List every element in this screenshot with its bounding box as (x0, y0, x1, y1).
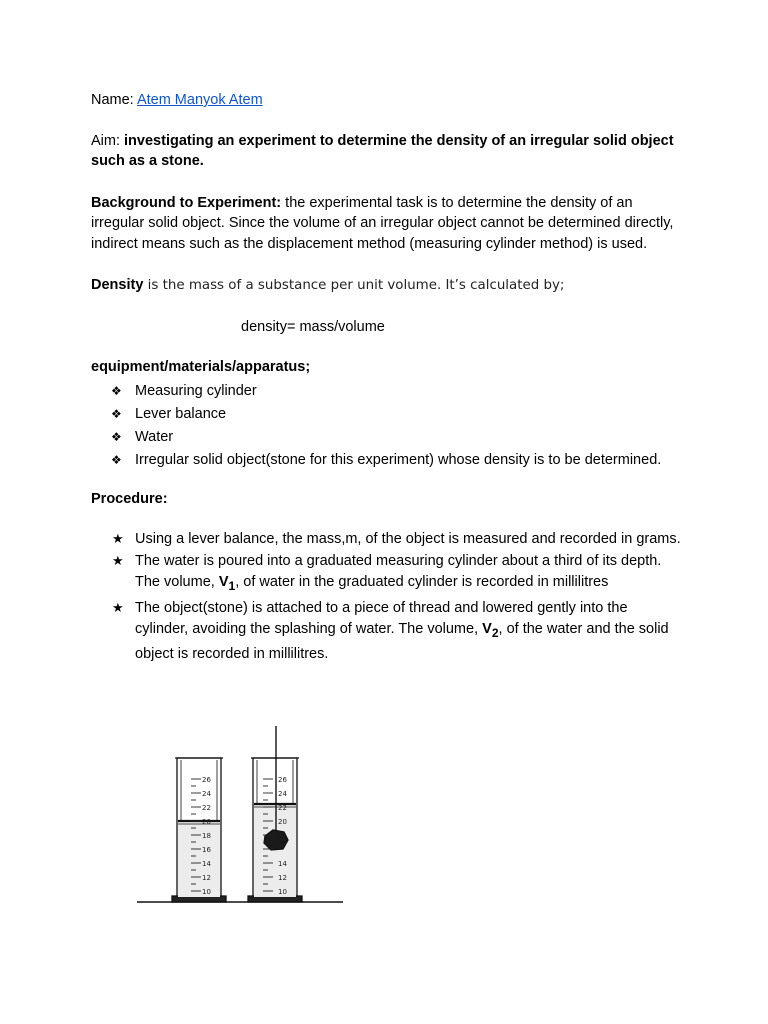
scale-label: 24 (202, 790, 211, 798)
star-bullet-icon: ★ (112, 554, 124, 569)
scale-label: 14 (202, 860, 211, 868)
scale-label: 20 (278, 818, 287, 826)
density-term: Density (91, 277, 144, 293)
scale-label: 26 (278, 776, 287, 784)
star-bullet-icon: ★ (112, 600, 124, 616)
scale-label: 10 (278, 888, 287, 896)
scale-label: 10 (202, 888, 211, 896)
name-label: Name: (91, 92, 137, 108)
scale-label: 22 (278, 804, 287, 812)
background-paragraph (91, 193, 681, 255)
name-line (91, 90, 681, 111)
list-item: ❖ Water (91, 427, 681, 448)
scale-label: 22 (202, 804, 211, 812)
scale-label: 24 (278, 790, 287, 798)
diamond-bullet-icon: ❖ (111, 406, 122, 421)
scale-label: 20 (202, 818, 211, 826)
aim-text: investigating an experiment to determine the density of an irregular solid object such as a stone. (91, 132, 674, 169)
scale-label: 12 (202, 874, 211, 882)
list-item: ★ Using a lever balance, the mass,m, of the object is measured and recorded in grams. (91, 529, 681, 550)
scale-label: 12 (278, 874, 287, 882)
list-item: ❖ Measuring cylinder (91, 381, 681, 402)
scale-label: 26 (202, 776, 211, 784)
author-name-link[interactable]: Atem Manyok Atem (136, 92, 263, 108)
cylinders-illustration (135, 722, 345, 908)
list-item: ❖ Irregular solid object(stone for this experiment) whose density is to be determined. (91, 450, 681, 471)
list-item: ★ The object(stone) is attached to a piece of thread and lowered gently into the cylinder, avoiding the splashing of water. The volume, $V_2$, of the water and the solid object is recorded in millilitres. (112, 599, 669, 662)
diamond-bullet-icon: ❖ (111, 452, 122, 467)
equipment-list (91, 381, 681, 471)
aim-label: Aim: (91, 132, 125, 149)
background-text: the experimental task is to determine the density of an irregular solid object. Since the volume of an irregular object cannot be determined directly, indirect means such as the displacement method (measuring cylinder method) is used. (91, 194, 674, 252)
aim-paragraph (91, 131, 681, 172)
cylinder-after (248, 726, 302, 902)
list-item: ❖ Lever balance (91, 404, 681, 425)
document-page (91, 90, 681, 666)
density-definition (91, 275, 681, 297)
density-definition-text: is the mass of a substance per unit volume. It’s calculated by; (143, 278, 565, 293)
scale-label: 16 (202, 846, 211, 854)
cylinder-before (137, 758, 343, 902)
measuring-cylinders-figure (135, 722, 345, 908)
star-bullet-icon: ★ (112, 532, 124, 547)
list-item: ★ The water is poured into a graduated measuring cylinder about a third of its depth. The volume, $V_1$, of water in the graduated cylinder is recorded in millilitres (112, 553, 662, 593)
diamond-bullet-icon: ❖ (111, 383, 122, 398)
procedure-list (91, 529, 681, 665)
scale-label: 18 (202, 832, 211, 840)
procedure-heading: Procedure: (91, 490, 168, 507)
density-formula: density= mass/volume (241, 318, 385, 335)
scale-label: 14 (278, 860, 287, 868)
scale-labels-left (202, 776, 211, 896)
diamond-bullet-icon: ❖ (111, 429, 122, 444)
background-label: Background to Experiment: (91, 194, 282, 211)
equipment-heading: equipment/materials/apparatus; (91, 359, 311, 375)
